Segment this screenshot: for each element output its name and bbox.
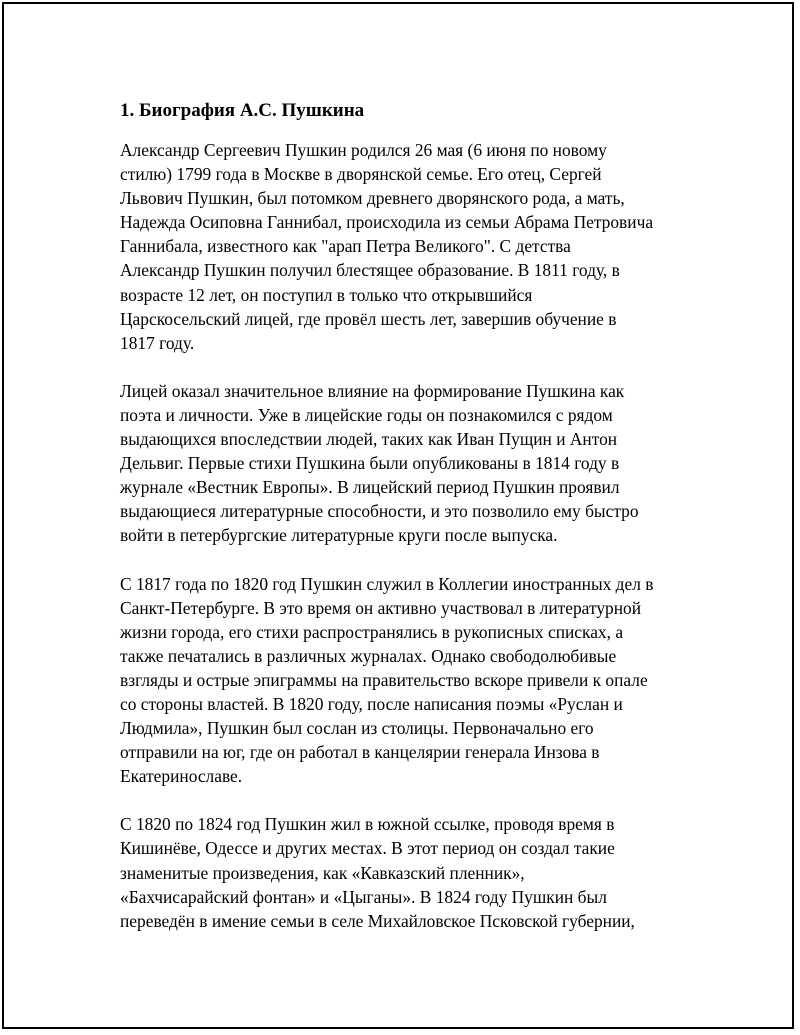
paragraph-2 — [120, 379, 700, 548]
text-line: Кишинёве, Одессе и других местах. В этот период он создал такие — [120, 838, 615, 859]
text-line: Надежда Осиповна Ганнибал, происходила из семьи Абрама Петровича — [120, 212, 654, 233]
text-line: Санкт-Петербурге. В это время он активно участвовал в литературной — [120, 597, 642, 618]
text-line: поэта и личности. Уже в лицейские годы он познакомился с рядом — [120, 404, 613, 425]
text-line: войти в петербургские литературные круги после выпуска. — [120, 525, 558, 546]
text-line: выдающихся впоследствии людей, таких как Иван Пущин и Антон — [120, 429, 618, 450]
page-frame — [2, 2, 794, 1029]
paragraph-1 — [120, 138, 700, 355]
text-line: Людмила», Пушкин был сослан из столицы. Первоначально его — [120, 718, 594, 739]
text-line: Львович Пушкин, был потомком древнего дворянского рода, а мать, — [120, 188, 625, 209]
text-line: Екатеринославе. — [120, 766, 243, 787]
paragraph-4 — [120, 812, 700, 932]
text-line: стилю) 1799 года в Москве в дворянской семье. Его отец, Сергей — [120, 164, 602, 185]
text-line: 1817 году. — [120, 332, 195, 353]
text-line: журнале «Вестник Европы». В лицейский период Пушкин проявил — [120, 477, 620, 498]
text-line: переведён в имение семьи в селе Михайловское Псковской губернии, — [120, 910, 635, 931]
text-line: Царскосельский лицей, где провёл шесть лет, завершив обучение в — [120, 308, 617, 329]
text-line: знаменитые произведения, как «Кавказский пленник», — [120, 862, 525, 883]
text-line: Александр Пушкин получил блестящее образование. В 1811 году, в — [120, 260, 620, 281]
text-line: «Бахчисарайский фонтан» и «Цыганы». В 1824 году Пушкин был — [120, 886, 607, 907]
document-body — [120, 97, 700, 957]
text-line: Александр Сергеевич Пушкин родился 26 мая (6 июня по новому — [120, 140, 607, 160]
text-line: также печатались в различных журналах. Однако свободолюбивые — [120, 645, 617, 666]
text-line: жизни города, его стихи распространялись в рукописных списках, а — [120, 621, 624, 642]
text-line: С 1817 года по 1820 год Пушкин служил в Коллегии иностранных дел в — [120, 573, 654, 594]
paragraph-3 — [120, 572, 700, 789]
text-line: возрасте 12 лет, он поступил в только что открывшийся — [120, 284, 533, 305]
text-line: Дельвиг. Первые стихи Пушкина были опубликованы в 1814 году в — [120, 453, 620, 474]
text-line: Лицей оказал значительное влияние на формирование Пушкина как — [120, 380, 625, 401]
text-line: отправили на юг, где он работал в канцелярии генерала Инзова в — [120, 742, 600, 763]
text-line: выдающиеся литературные способности, и это позволило ему быстро — [120, 501, 639, 522]
text-line: Ганнибала, известного как "арап Петра Великого". С детства — [120, 236, 571, 257]
text-line: С 1820 по 1824 год Пушкин жил в южной ссылке, проводя время в — [120, 814, 615, 835]
text-line: взгляды и острые эпиграммы на правительство вскоре привели к опале — [120, 669, 648, 690]
text-line: со стороны властей. В 1820 году, после написания поэмы «Руслан и — [120, 693, 623, 714]
section-heading: 1. Биография А.С. Пушкина — [120, 100, 365, 121]
